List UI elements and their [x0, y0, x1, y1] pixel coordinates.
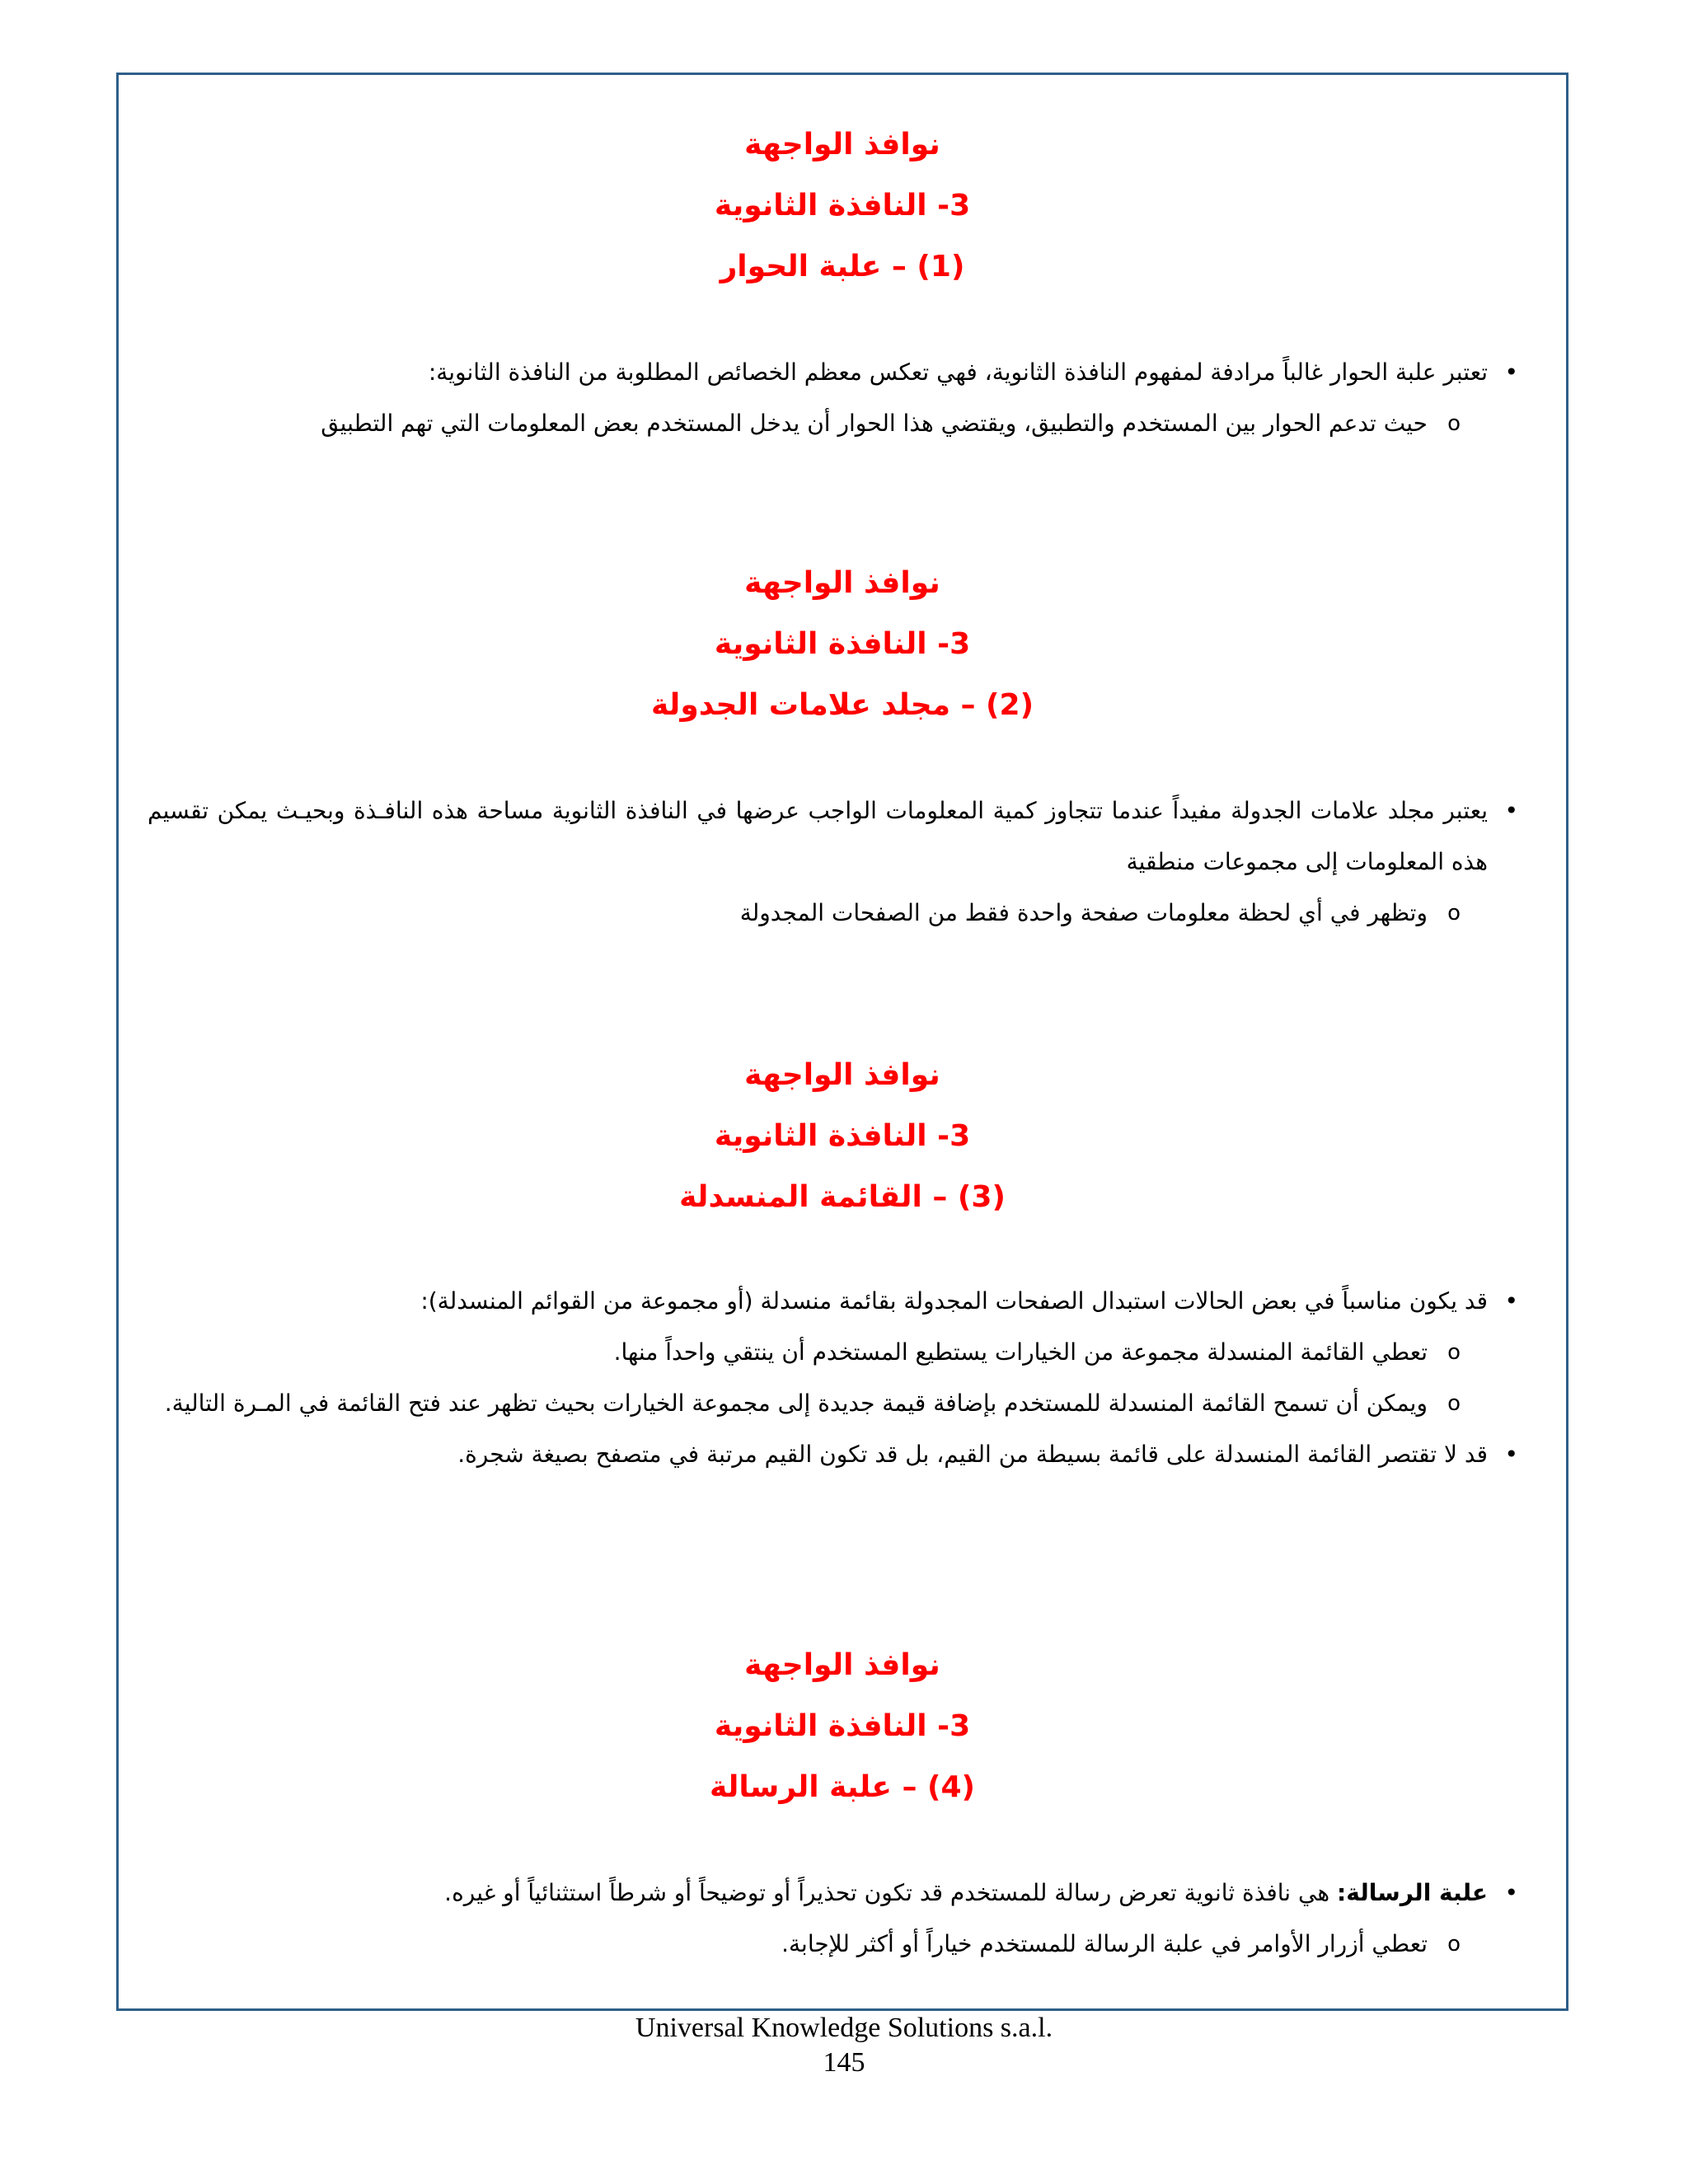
section-dropdown-list: [119, 1045, 1566, 1228]
heading-interface-windows: نوافذ الواجهة: [744, 1648, 940, 1682]
list-item: [119, 1378, 1566, 1429]
section-message-box: [119, 1635, 1566, 1818]
heading-secondary-window: 3- النافذة الثانوية: [714, 1709, 971, 1743]
bullet-icon: •: [1504, 797, 1518, 824]
list-item-text: هي نافذة ثانوية تعرض رسالة للمستخدم قد تكون تحذيراً أو توضيحاً أو شرطاً استثنائياً أو غيره.: [444, 1879, 1330, 1906]
page-number: 145: [823, 2047, 865, 2078]
list-item: [119, 1276, 1566, 1327]
page-border-frame: [116, 73, 1568, 2011]
list-item: [119, 785, 1566, 888]
list-item-text: قد يكون مناسباً في بعض الحالات استبدال الصفحات المجدولة بقائمة منسدلة (أو مجموعة من القوائم المنسدلة):: [420, 1287, 1488, 1315]
bullet-list: [119, 1868, 1566, 1970]
section-dialog-box: [119, 115, 1566, 298]
circle-bullet-icon: o: [1447, 1391, 1461, 1416]
list-item: [119, 347, 1566, 398]
circle-bullet-icon: o: [1447, 901, 1461, 926]
heading-subtopic: (2) – مجلد علامات الجدولة: [650, 688, 1034, 722]
bullet-list: [119, 785, 1566, 939]
heading-subtopic: (3) – القائمة المنسدلة: [679, 1180, 1006, 1214]
footer-company: Universal Knowledge Solutions s.a.l.: [635, 2013, 1053, 2043]
heading-interface-windows: نوافذ الواجهة: [744, 566, 940, 600]
heading-secondary-window: 3- النافذة الثانوية: [714, 627, 971, 661]
heading-subtopic: (1) – علبة الحوار: [720, 250, 965, 284]
list-item: [119, 1868, 1566, 1919]
list-item: [119, 888, 1566, 939]
list-item-text: وتظهر في أي لحظة معلومات صفحة واحدة فقط من الصفحات المجدولة: [739, 899, 1428, 926]
bullet-icon: •: [1504, 1441, 1518, 1468]
section-tab-folder: [119, 553, 1566, 736]
list-item-text: تعتبر علبة الحوار غالباً مرادفة لمفهوم النافذة الثانوية، فهي تعكس معظم الخصائص المطلوبة من النافذة الثانوية:: [428, 359, 1488, 386]
heading-secondary-window: 3- النافذة الثانوية: [714, 189, 971, 223]
bullet-list: [119, 347, 1566, 449]
heading-subtopic: (4) – علبة الرسالة: [710, 1770, 975, 1804]
list-item-text: تعطي أزرار الأوامر في علبة الرسالة للمستخدم خياراً أو أكثر للإجابة.: [781, 1930, 1428, 1957]
list-item: [119, 1327, 1566, 1378]
heading-interface-windows: نوافذ الواجهة: [744, 1058, 940, 1092]
list-item: [119, 1429, 1566, 1480]
heading-interface-windows: نوافذ الواجهة: [744, 128, 940, 162]
list-item-text: ويمكن أن تسمح القائمة المنسدلة للمستخدم بإضافة قيمة جديدة إلى مجموعة الخيارات بحيث تظهر عند فتح القائمة في المـرة التالية.: [164, 1390, 1428, 1417]
bullet-icon: •: [1504, 1287, 1518, 1315]
list-item-text: حيث تدعم الحوار بين المستخدم والتطبيق، ويقتضي هذا الحوار أن يدخل المستخدم بعض المعلومات التي تهم التطبيق: [321, 410, 1428, 437]
bullet-icon: •: [1504, 1879, 1518, 1906]
section-headings: [119, 115, 1566, 298]
list-item-text: قد لا تقتصر القائمة المنسدلة على قائمة بسيطة من القيم، بل قد تكون القيم مرتبة في متصفح بصيغة شجرة.: [457, 1441, 1488, 1468]
heading-secondary-window: 3- النافذة الثانوية: [714, 1119, 971, 1153]
bullet-icon: •: [1504, 359, 1518, 386]
list-item-text: يعتبر مجلد علامات الجدولة مفيداً عندما تتجاوز كمية المعلومات الواجب عرضها في النافذة الثانوية مساحة هذه النافـذة وبحيـث يمكن تقسيم هذه المعلومات إلى مجموعات منطقية: [148, 797, 1488, 875]
circle-bullet-icon: o: [1447, 411, 1461, 436]
circle-bullet-icon: o: [1447, 1340, 1461, 1365]
section-headings: [119, 553, 1566, 736]
circle-bullet-icon: o: [1447, 1932, 1461, 1957]
list-item-text: تعطي القائمة المنسدلة مجموعة من الخيارات يستطيع المستخدم أن ينتقي واحداً منها.: [613, 1338, 1428, 1366]
list-item: [119, 1919, 1566, 1970]
list-item: [119, 398, 1566, 449]
section-headings: [119, 1045, 1566, 1228]
bullet-list: [119, 1276, 1566, 1480]
term-label: علبة الرسالة:: [1337, 1879, 1488, 1906]
section-headings: [119, 1635, 1566, 1818]
